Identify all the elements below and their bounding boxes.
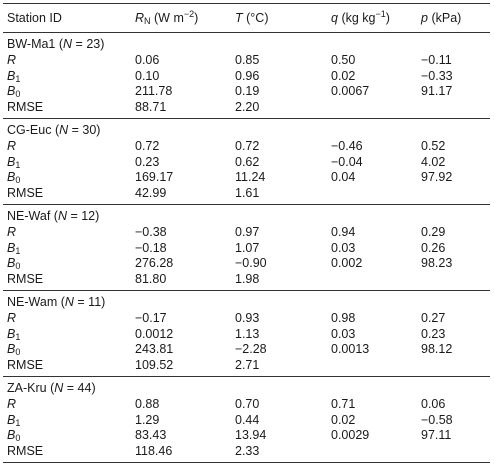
row-label xyxy=(3,155,131,171)
row-label xyxy=(3,225,131,241)
n-symbol: N xyxy=(64,295,74,310)
table-row xyxy=(3,155,490,171)
row-label-subscript: 1 xyxy=(15,417,21,428)
value-cell: 0.23 xyxy=(421,326,446,341)
sample-count: 44 xyxy=(77,381,92,396)
value-cell: 88.71 xyxy=(135,99,167,114)
station-group-title-row xyxy=(3,291,490,312)
header-net-radiation: $R_N$ (W $m^{-2}$) xyxy=(135,9,199,26)
value-cell: 2.71 xyxy=(235,357,260,372)
value-cell: 0.98 xyxy=(331,311,356,325)
value-cell xyxy=(417,272,490,291)
table-row xyxy=(3,69,490,85)
row-label xyxy=(3,444,131,463)
row-label-text: RMSE xyxy=(7,185,44,200)
row-label xyxy=(3,413,131,429)
table-row xyxy=(3,139,490,155)
table-row xyxy=(3,100,490,119)
station-name-cell xyxy=(3,291,490,312)
station-group-title-row xyxy=(3,33,490,54)
header-pressure: p (kPa) xyxy=(421,11,462,25)
value-cell: 0.29 xyxy=(421,225,446,239)
value-cell: 276.28 xyxy=(135,256,174,270)
row-label-symbol: R xyxy=(7,225,17,239)
value-cell: 0.85 xyxy=(235,53,260,67)
station-group xyxy=(3,377,490,463)
value-cell: 4.02 xyxy=(421,154,446,169)
station-name: BW-Ma1 xyxy=(7,37,56,52)
value-cell: 1.98 xyxy=(235,271,260,286)
statistics-table xyxy=(3,3,490,463)
value-cell: 97.92 xyxy=(421,170,453,184)
row-label-text: RMSE xyxy=(7,357,44,372)
value-cell: 0.06 xyxy=(421,397,446,411)
value-cell: 109.52 xyxy=(135,357,174,372)
sample-count: 23 xyxy=(86,37,101,52)
row-label xyxy=(3,100,131,119)
value-cell: 118.46 xyxy=(135,443,173,458)
value-cell: −0.04 xyxy=(331,154,363,169)
value-cell xyxy=(417,186,490,205)
value-cell: 0.72 xyxy=(135,139,160,153)
value-cell: 0.03 xyxy=(331,326,356,341)
value-cell: 0.04 xyxy=(331,170,356,184)
value-cell: 0.19 xyxy=(235,84,260,98)
n-open: ( xyxy=(53,209,58,224)
value-cell: 1.61 xyxy=(235,185,260,200)
value-cell: −0.90 xyxy=(235,256,267,270)
n-equals: = xyxy=(68,123,83,138)
table-row xyxy=(3,358,490,377)
row-label xyxy=(3,170,131,186)
value-cell: 0.27 xyxy=(421,311,446,325)
row-label-symbol: R xyxy=(7,139,17,153)
row-label-symbol: B xyxy=(7,84,16,98)
value-cell: 98.12 xyxy=(421,342,453,356)
value-cell: 1.29 xyxy=(135,412,160,427)
row-label-subscript: 1 xyxy=(15,331,21,342)
row-label xyxy=(3,256,131,272)
value-cell: 0.72 xyxy=(235,139,260,153)
row-label-symbol: B xyxy=(7,256,16,270)
value-cell: 0.52 xyxy=(421,139,446,153)
value-cell: 0.03 xyxy=(331,240,356,255)
value-cell: 91.17 xyxy=(421,84,453,98)
value-cell: 2.20 xyxy=(235,99,260,114)
value-cell: 0.23 xyxy=(135,154,160,169)
table-row xyxy=(3,397,490,413)
value-cell xyxy=(327,186,417,205)
row-label-text: RMSE xyxy=(7,271,44,286)
n-close: ) xyxy=(101,295,106,310)
n-equals: = xyxy=(66,209,82,224)
table-row xyxy=(3,241,490,257)
n-symbol: N xyxy=(63,37,73,52)
station-group xyxy=(3,205,490,291)
value-cell: −0.18 xyxy=(135,240,167,255)
station-name-cell xyxy=(3,119,490,140)
n-equals: = xyxy=(72,37,87,52)
value-cell: 97.11 xyxy=(421,428,452,442)
n-open: ( xyxy=(54,123,60,138)
table-row xyxy=(3,53,490,69)
table-row xyxy=(3,170,490,186)
value-cell: 0.50 xyxy=(331,53,356,67)
row-label xyxy=(3,272,131,291)
n-equals: = xyxy=(63,381,78,396)
row-label-symbol: B xyxy=(7,428,16,442)
value-cell: 0.0012 xyxy=(135,326,174,341)
value-cell: −2.28 xyxy=(235,342,267,356)
row-label xyxy=(3,53,131,69)
value-cell: 169.17 xyxy=(135,170,174,184)
station-name: CG-Euc xyxy=(7,123,52,138)
row-label xyxy=(3,342,131,358)
station-name-cell xyxy=(3,205,490,226)
value-cell: 83.43 xyxy=(135,428,167,442)
value-cell: 211.78 xyxy=(135,84,173,98)
row-label-subscript: 0 xyxy=(15,89,21,99)
row-label-text: RMSE xyxy=(7,99,44,114)
row-label xyxy=(3,397,131,413)
row-label-subscript: 1 xyxy=(15,73,21,84)
row-label xyxy=(3,241,131,257)
row-label-symbol: B xyxy=(7,412,16,427)
station-group xyxy=(3,33,490,119)
table-row xyxy=(3,342,490,358)
station-group-title-row xyxy=(3,119,490,140)
value-cell: 0.0067 xyxy=(331,84,370,98)
value-cell: 0.002 xyxy=(331,256,363,270)
station-name: NE-Wam xyxy=(7,295,58,310)
table-row xyxy=(3,327,490,343)
value-cell: 2.33 xyxy=(235,443,260,458)
value-cell: 0.06 xyxy=(135,53,160,67)
table-row xyxy=(3,225,490,241)
value-cell: 0.62 xyxy=(235,154,260,169)
row-label-subscript: 0 xyxy=(15,347,21,357)
header-station-id: Station ID xyxy=(7,11,62,25)
header-temperature: T (°C) xyxy=(235,11,269,25)
n-close: ) xyxy=(100,37,105,52)
table-row xyxy=(3,84,490,100)
station-name: ZA-Kru xyxy=(7,381,47,396)
station-group-title-row xyxy=(3,205,490,226)
row-label-symbol: R xyxy=(7,311,17,325)
value-cell: 1.07 xyxy=(235,240,260,255)
n-open: ( xyxy=(58,37,64,52)
table-row xyxy=(3,444,490,463)
row-label-symbol: B xyxy=(7,342,16,356)
row-label-symbol: B xyxy=(7,68,16,83)
row-label-symbol: B xyxy=(7,170,16,184)
value-cell: 81.80 xyxy=(135,271,167,286)
row-label-text: RMSE xyxy=(7,443,44,458)
n-open: ( xyxy=(60,295,65,310)
row-label-subscript: 1 xyxy=(15,159,21,170)
row-label-subscript: 0 xyxy=(15,433,21,443)
row-label-subscript: 0 xyxy=(15,175,21,185)
n-close: ) xyxy=(95,209,100,224)
sample-count: 30 xyxy=(82,123,97,138)
value-cell: 0.71 xyxy=(331,397,356,411)
row-label xyxy=(3,428,131,444)
row-label-symbol: R xyxy=(7,397,17,411)
row-label xyxy=(3,139,131,155)
table-row xyxy=(3,413,490,429)
value-cell: 42.99 xyxy=(135,185,167,200)
value-cell: 1.13 xyxy=(235,326,260,341)
table-row xyxy=(3,256,490,272)
value-cell: −0.38 xyxy=(135,225,167,239)
value-cell: 0.0013 xyxy=(331,342,370,356)
value-cell: 0.02 xyxy=(331,412,356,427)
value-cell: −0.17 xyxy=(135,311,167,325)
row-label-symbol: R xyxy=(7,53,17,67)
header-specific-humidity: q (kg $kg^{-1}$) xyxy=(331,9,390,25)
table-row xyxy=(3,186,490,205)
value-cell: 0.88 xyxy=(135,397,160,411)
table-row xyxy=(3,272,490,291)
value-cell: −0.11 xyxy=(421,53,452,67)
value-cell xyxy=(417,100,490,119)
row-label-subscript: 0 xyxy=(15,261,21,271)
table-row xyxy=(3,428,490,444)
row-label-symbol: B xyxy=(7,154,16,169)
sample-count: 11 xyxy=(88,295,102,310)
station-name-cell xyxy=(3,377,490,398)
value-cell: −0.33 xyxy=(421,68,453,83)
row-label-symbol: B xyxy=(7,240,16,255)
value-cell: 243.81 xyxy=(135,342,174,356)
n-symbol: N xyxy=(57,209,67,224)
value-cell xyxy=(327,100,417,119)
value-cell: 0.44 xyxy=(235,412,260,427)
value-cell: 13.94 xyxy=(235,428,267,442)
value-cell: 11.24 xyxy=(235,170,266,184)
value-cell: 0.70 xyxy=(235,397,260,411)
value-cell: 0.97 xyxy=(235,225,260,239)
station-group xyxy=(3,119,490,205)
station-name: NE-Waf xyxy=(7,209,51,224)
n-close: ) xyxy=(96,123,101,138)
row-label xyxy=(3,311,131,327)
value-cell: 0.96 xyxy=(235,68,260,83)
n-symbol: N xyxy=(54,381,64,396)
value-cell xyxy=(417,358,490,377)
value-cell: 98.23 xyxy=(421,256,453,270)
value-cell: 0.02 xyxy=(331,68,356,83)
row-label-symbol: B xyxy=(7,326,16,341)
n-equals: = xyxy=(73,295,89,310)
station-group-title-row xyxy=(3,377,490,398)
n-open: ( xyxy=(50,381,55,396)
value-cell: 0.26 xyxy=(421,240,446,255)
table-header xyxy=(3,4,490,33)
value-cell: 0.94 xyxy=(331,225,356,239)
row-label xyxy=(3,69,131,85)
value-cell: 0.10 xyxy=(135,68,160,83)
value-cell xyxy=(327,444,417,463)
station-group xyxy=(3,291,490,377)
value-cell: 0.93 xyxy=(235,311,260,325)
row-label-subscript: 1 xyxy=(15,245,21,256)
row-label xyxy=(3,327,131,343)
value-cell: 0.0029 xyxy=(331,428,370,442)
value-cell xyxy=(327,272,417,291)
row-label xyxy=(3,84,131,100)
row-label xyxy=(3,186,131,205)
sample-count: 12 xyxy=(81,209,96,224)
station-name-cell xyxy=(3,33,490,54)
value-cell xyxy=(327,358,417,377)
table-row xyxy=(3,311,490,327)
n-symbol: N xyxy=(59,123,69,138)
row-label xyxy=(3,358,131,377)
value-cell: −0.46 xyxy=(331,139,363,153)
value-cell: −0.58 xyxy=(421,412,453,427)
value-cell xyxy=(417,444,490,463)
n-close: ) xyxy=(91,381,96,396)
